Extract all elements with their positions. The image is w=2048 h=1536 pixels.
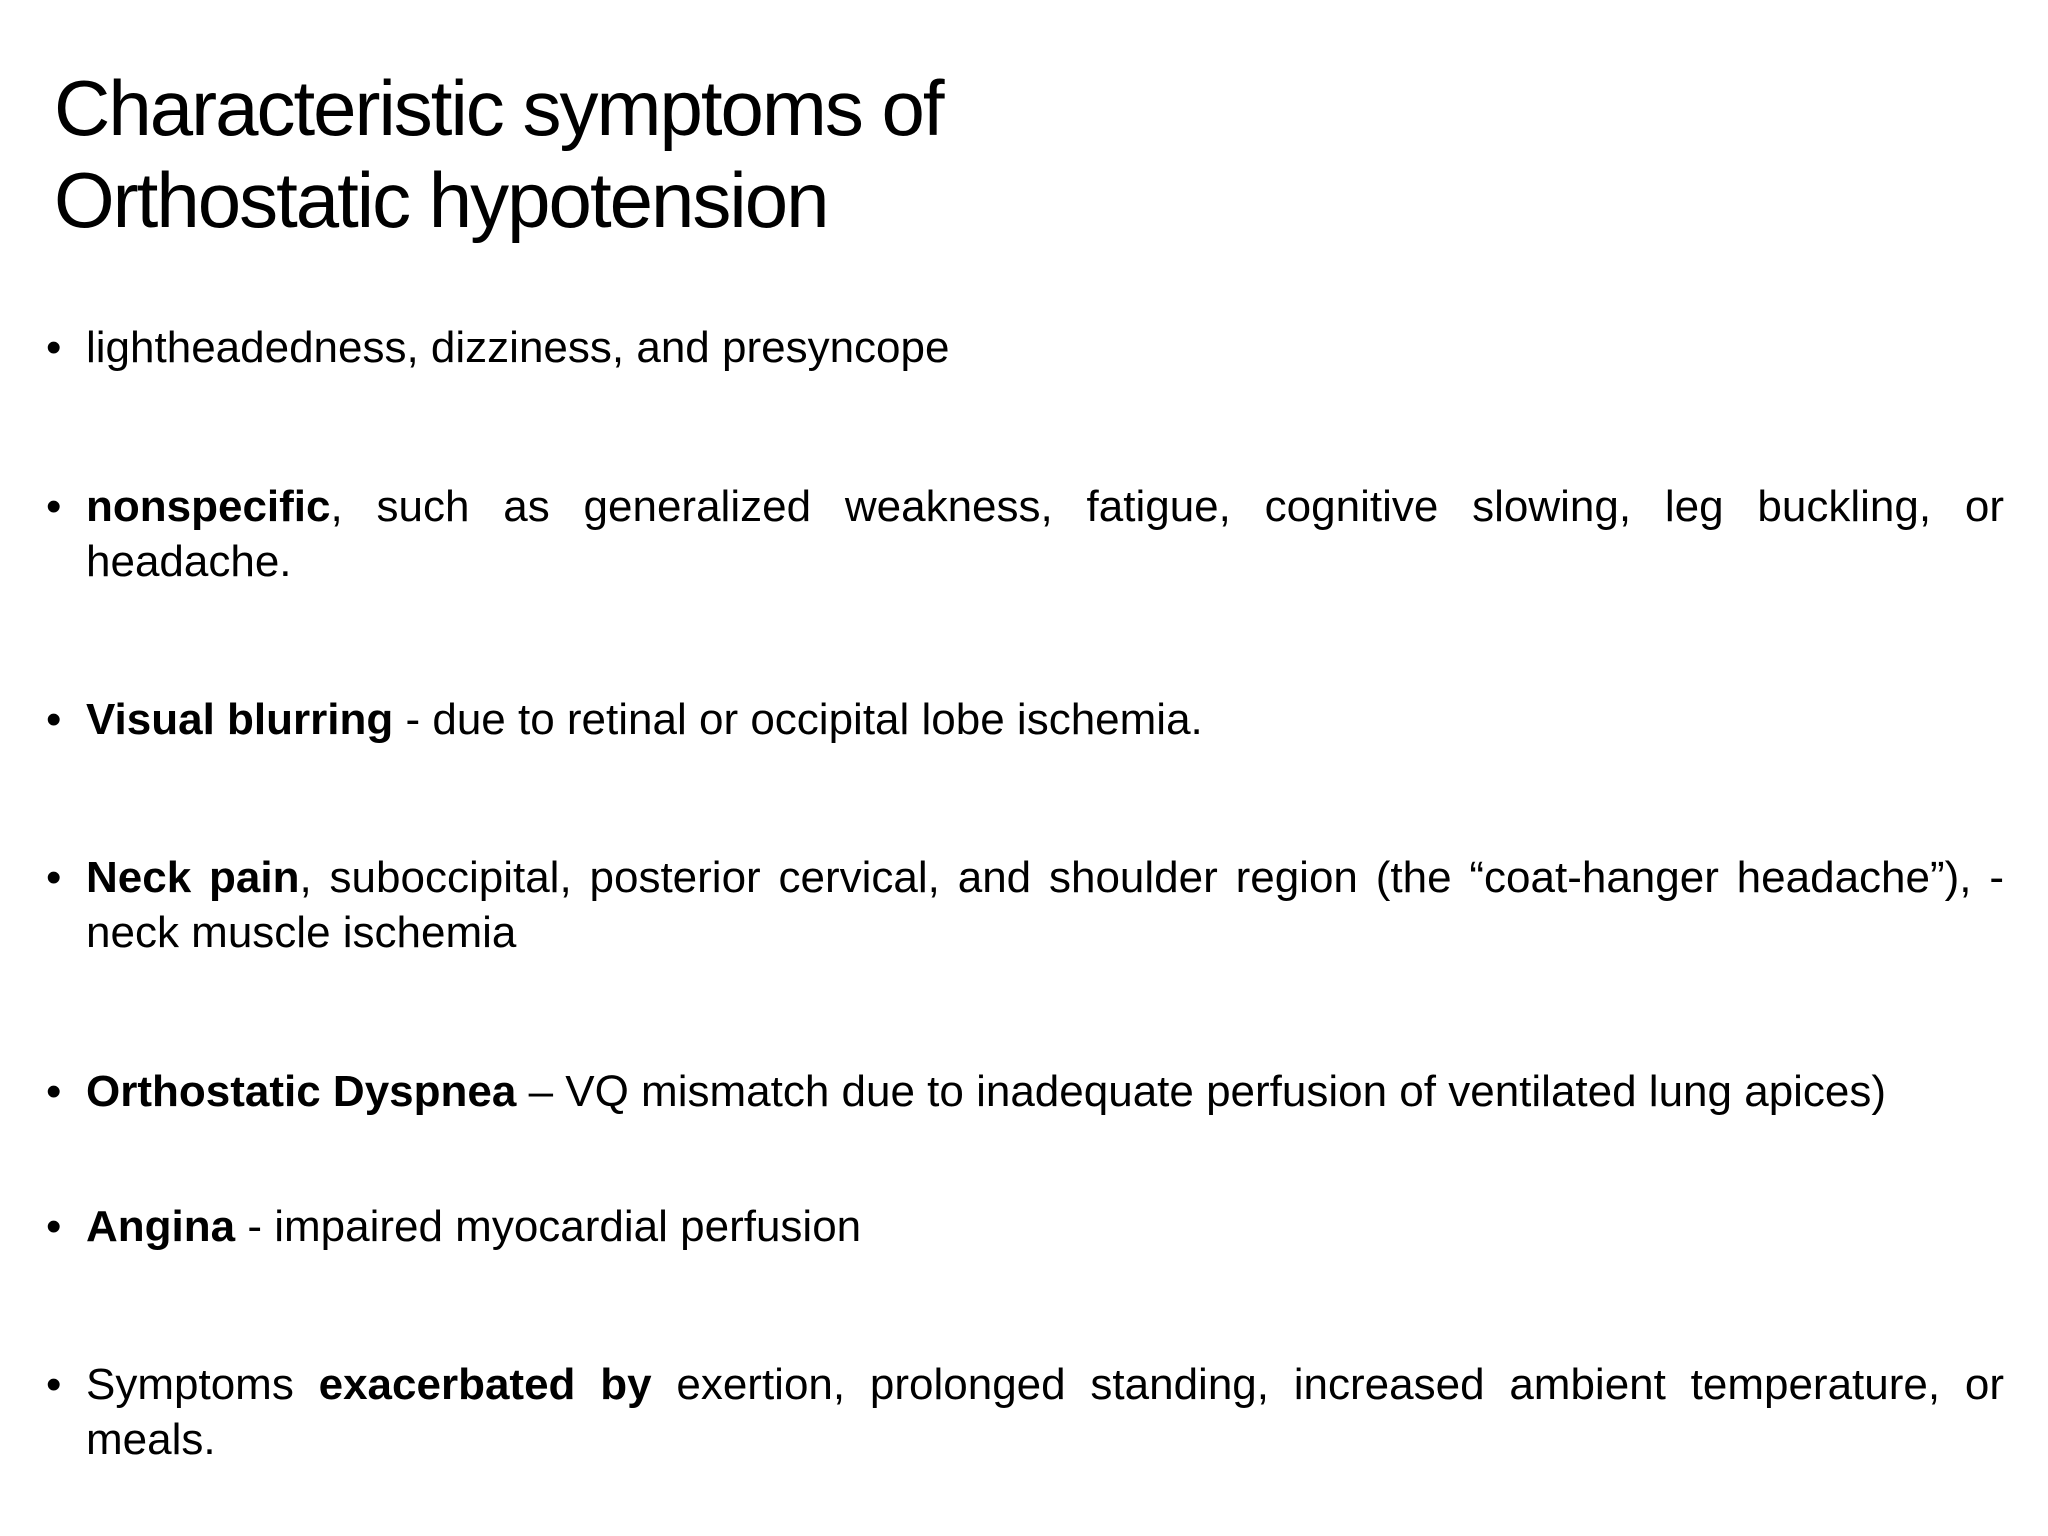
bullet-visual-blurring	[86, 692, 2004, 747]
bullet-angina	[86, 1199, 2004, 1254]
bullet-neck-pain	[86, 850, 2004, 960]
bullet-lightheadedness	[86, 320, 2004, 375]
bullet-keyword: Neck pain	[86, 853, 300, 902]
bullet-text: , such as generalized weakness, fatigue, cognitive slowing, leg buckling, or headache.	[86, 482, 2004, 586]
bullet-text: , suboccipital, posterior cervical, and shoulder region (the “coat-hanger headache”), - neck muscle ischemia	[86, 853, 2004, 957]
bullet-nonspecific	[86, 479, 2004, 589]
bullet-keyword: Angina	[86, 1202, 236, 1251]
slide-title-line-2: Orthostatic hypotension	[54, 156, 828, 244]
bullet-keyword: nonspecific	[86, 482, 331, 531]
bullet-text: - impaired myocardial perfusion	[235, 1202, 862, 1251]
bullet-orthostatic-dyspnea	[86, 1064, 2004, 1119]
bullet-keyword: Orthostatic Dyspnea	[86, 1067, 517, 1116]
bullet-keyword: Visual blurring	[86, 695, 394, 744]
bullet-text-prefix: Symptoms	[86, 1360, 319, 1409]
bullet-text: – VQ mismatch due to inadequate perfusion of ventilated lung apices)	[516, 1067, 1887, 1116]
slide-title-line-1: Characteristic symptoms of	[54, 64, 943, 152]
bullet-keyword: exacerbated by	[318, 1360, 652, 1409]
bullet-text: lightheadedness, dizziness, and presyncope	[86, 323, 950, 372]
bullet-text: exertion, prolonged standing, increased ambient temperature, or meals.	[86, 1360, 2005, 1464]
bullet-exacerbating-factors	[86, 1357, 2004, 1467]
bullet-text: - due to retinal or occipital lobe ischemia.	[393, 695, 1203, 744]
